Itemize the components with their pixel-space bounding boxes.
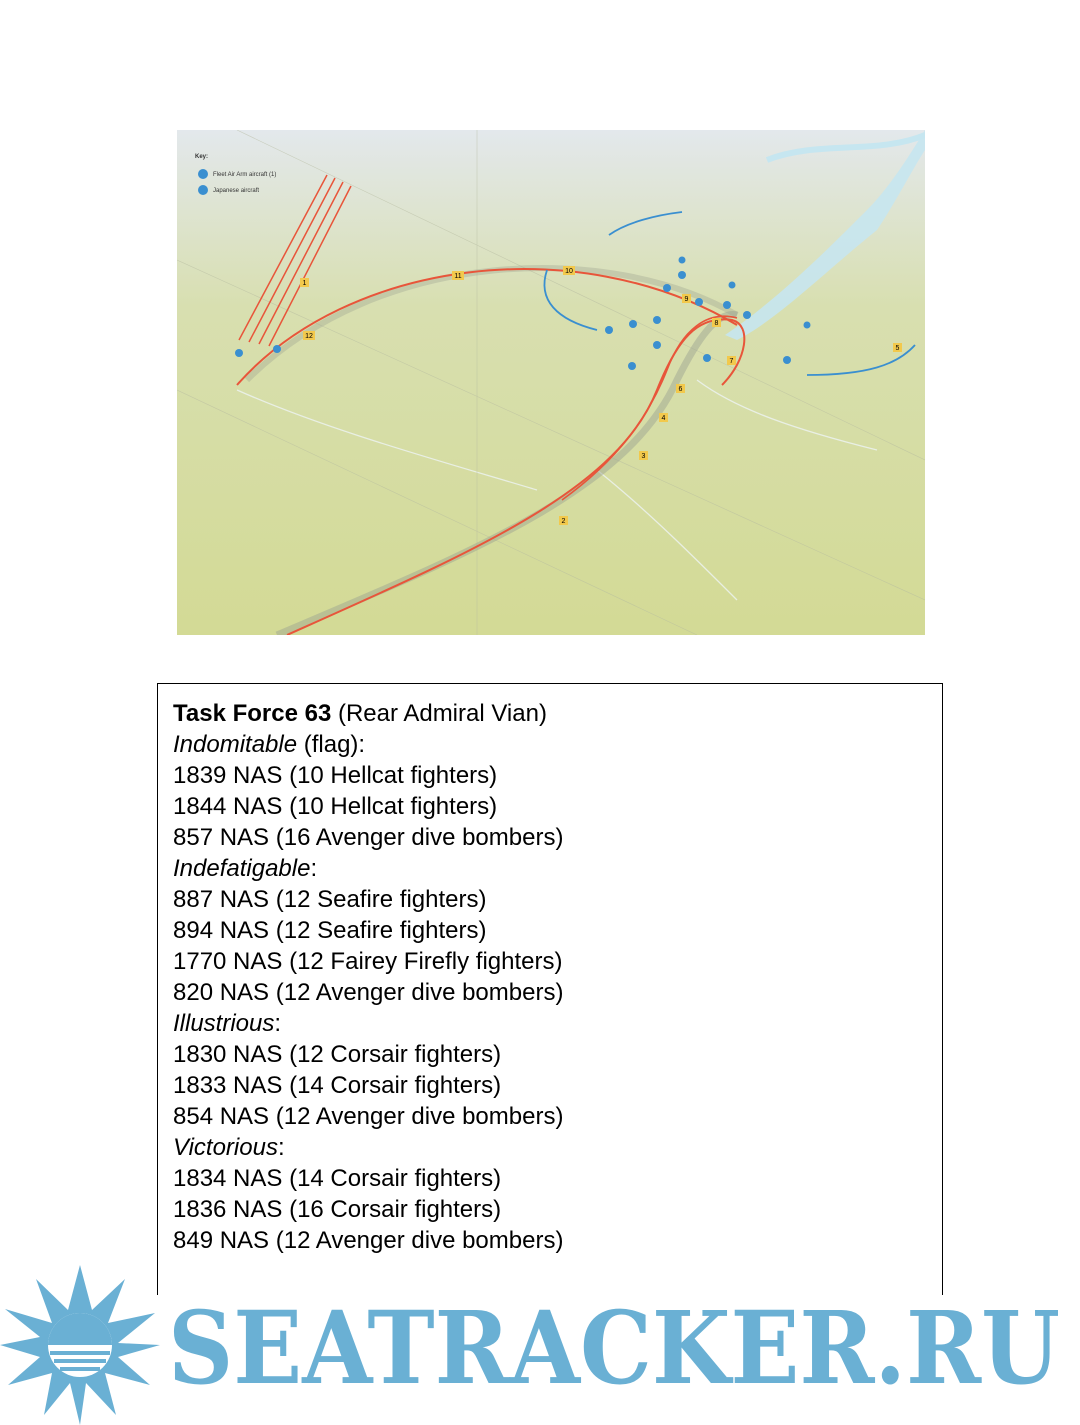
route-label-4 [659,413,668,422]
route-label-11 [452,271,464,280]
squadron-line: 1839 NAS (10 Hellcat fighters) [173,762,498,789]
squadron-line: 1770 NAS (12 Fairey Firefly fighters) [173,948,563,975]
carrier-victorious [173,1132,928,1163]
squadron-line: 1836 NAS (16 Corsair fighters) [173,1196,502,1223]
svg-text:9: 9 [684,296,689,303]
route-label-6 [676,384,685,393]
svg-text:3: 3 [641,453,646,460]
carrier-indefatigable [173,853,928,884]
carrier-illustrious [173,1008,928,1039]
svg-text:8: 8 [714,320,719,327]
seatracker-watermark [0,1265,1080,1425]
route-label-8 [712,318,721,327]
svg-text:7: 7 [729,358,734,365]
svg-text:4: 4 [661,415,666,422]
carrier-suffix: : [274,1010,282,1037]
route-label-12 [303,331,315,340]
svg-text:11: 11 [454,273,462,280]
map-land [177,130,925,635]
route-label-1 [300,278,309,287]
route-label-7 [727,356,736,365]
svg-text:6: 6 [678,386,683,393]
carrier-name: Illustrious [173,1010,275,1037]
carrier-indomitable [173,729,928,760]
carrier-name: Indefatigable [173,855,311,882]
squadron-line: 857 NAS (16 Avenger dive bombers) [173,824,564,851]
squadron-line: 887 NAS (12 Seafire fighters) [173,886,487,913]
task-force-header [173,698,928,729]
map-key-label-1: Fleet Air Arm aircraft (1) [213,172,277,178]
svg-text:2: 2 [561,518,566,525]
japanese-aircraft-icon [198,185,208,195]
svg-text:5: 5 [895,345,900,352]
route-label-2 [559,516,568,525]
svg-text:10: 10 [565,268,573,275]
squadron-line: 1844 NAS (10 Hellcat fighters) [173,793,498,820]
squadron-line: 854 NAS (12 Avenger dive bombers) [173,1103,564,1130]
svg-text:1: 1 [302,280,307,287]
order-of-battle-box [157,683,943,1323]
carrier-suffix: (flag): [297,731,366,758]
carrier-suffix: : [277,1134,285,1161]
carrier-name: Victorious [173,1134,278,1161]
squadron-line: 1830 NAS (12 Corsair fighters) [173,1041,502,1068]
strike-map [177,130,925,635]
route-label-10 [563,266,575,275]
carrier-name: Indomitable [173,731,298,758]
map-key-title: Key: [195,154,209,160]
route-label-5 [893,343,902,352]
map-key-label-2: Japanese aircraft [213,188,260,194]
carrier-suffix: : [310,855,318,882]
squadron-line: 894 NAS (12 Seafire fighters) [173,917,487,944]
carrier-aircraft-icon [198,169,208,179]
squadron-line: 820 NAS (12 Avenger dive bombers) [173,979,564,1006]
watermark-text: SEATRACKER.RU [168,1289,1060,1407]
task-force-name: Task Force 63 [173,700,332,727]
squadron-line: 1833 NAS (14 Corsair fighters) [173,1072,502,1099]
route-label-3 [639,451,648,460]
squadron-line: 849 NAS (12 Avenger dive bombers) [173,1227,564,1254]
task-force-commander: (Rear Admiral Vian) [331,700,547,727]
squadron-line: 1834 NAS (14 Corsair fighters) [173,1165,502,1192]
svg-text:12: 12 [305,333,313,340]
route-label-9 [682,294,691,303]
